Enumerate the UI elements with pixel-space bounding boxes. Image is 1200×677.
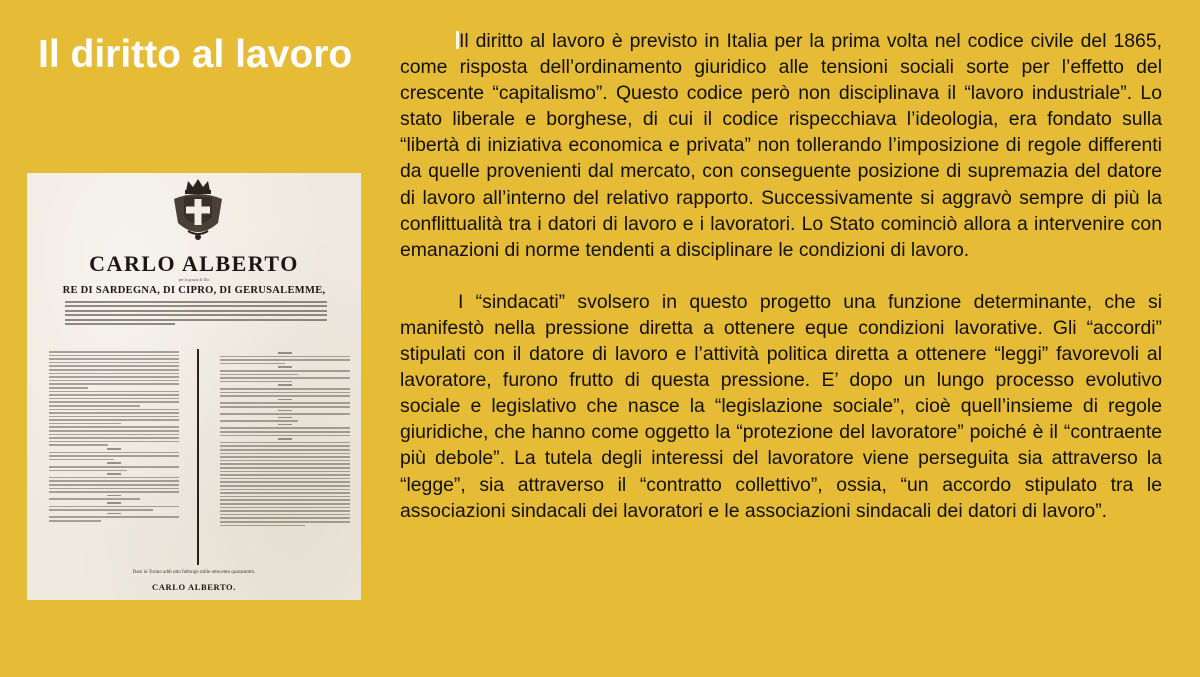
poster-titles-block (65, 301, 327, 327)
poster-king-line: RE DI SARDEGNA, DI CIPRO, DI GERUSALEMME, (62, 285, 326, 296)
body-text (400, 28, 1162, 524)
poster-column-divider (197, 349, 199, 565)
paragraph-1-text: l diritto al lavoro è previsto in Italia per la prima volta nel codice civile del 1865, come risposta dell’ordinamento giuridico alle tensioni sociali sorte per l’effetto del crescente “capitalismo”. Questo codice però non disciplinava il “lavoro industriale”. Lo stato liberale e borghese, di cui il codice rispecchiava l’ideologia, era fondato sulla “libertà di iniziativa economica e privata” non tollerando l’imposizione di regole differenti da quelle provenienti dal mercato, con conseguente posizione di supremazia del datore di lavoro all’interno del relativo rapporto. Successivamente si aggravò sempre di più la conflittualità tra i datori di lavoro e i lavoratori. Lo Stato cominciò allora a intervenire con emanazioni di norme tendenti a disciplinare le condizioni di lavoro. (400, 30, 1162, 261)
historical-poster-image (27, 173, 361, 600)
poster-heading-name: CARLO ALBERTO (89, 251, 299, 276)
poster-column-right (220, 351, 350, 528)
poster-signature: CARLO ALBERTO. (152, 582, 236, 592)
poster-dated-line: Dato in Torino addì otto febbrajo mille ottocento quarantotto. (132, 570, 256, 575)
paragraph-1 (400, 28, 1162, 263)
paragraph-1-first-letter: I (459, 30, 465, 52)
savoy-crest-icon (168, 177, 228, 243)
paragraph-2: I “sindacati” svolsero in questo progetto una funzione determinante, che si manifestò nella pressione diretta a ottenere eque condizioni lavorative. Gli “accordi” stipulati con il datore di lavoro e l’attività politica diretta a ottenere “leggi” favorevoli al lavoratore, furono frutto di questa pressione. E’ dopo un lungo processo evolutivo sociale e legislativo che nasce la “legislazione sociale”, cioè quell’insieme di regole giuridiche, che hanno come oggetto la “protezione del lavoratore” poiché è il “contraente più debole”. La tutela degli interessi del lavoratore viene perseguita sia attraverso la “legge”, sia attraverso il “contratto collettivo”, ossia, “un accordo stipulato tra le associazioni sindacali dei lavoratori e le associazioni sindacali dei datori di lavoro”. (400, 290, 1162, 522)
poster-column-left (49, 351, 179, 524)
poster-grace-line: per la grazia di Dio (178, 277, 210, 282)
slide-title: Il diritto al lavoro (38, 33, 353, 76)
